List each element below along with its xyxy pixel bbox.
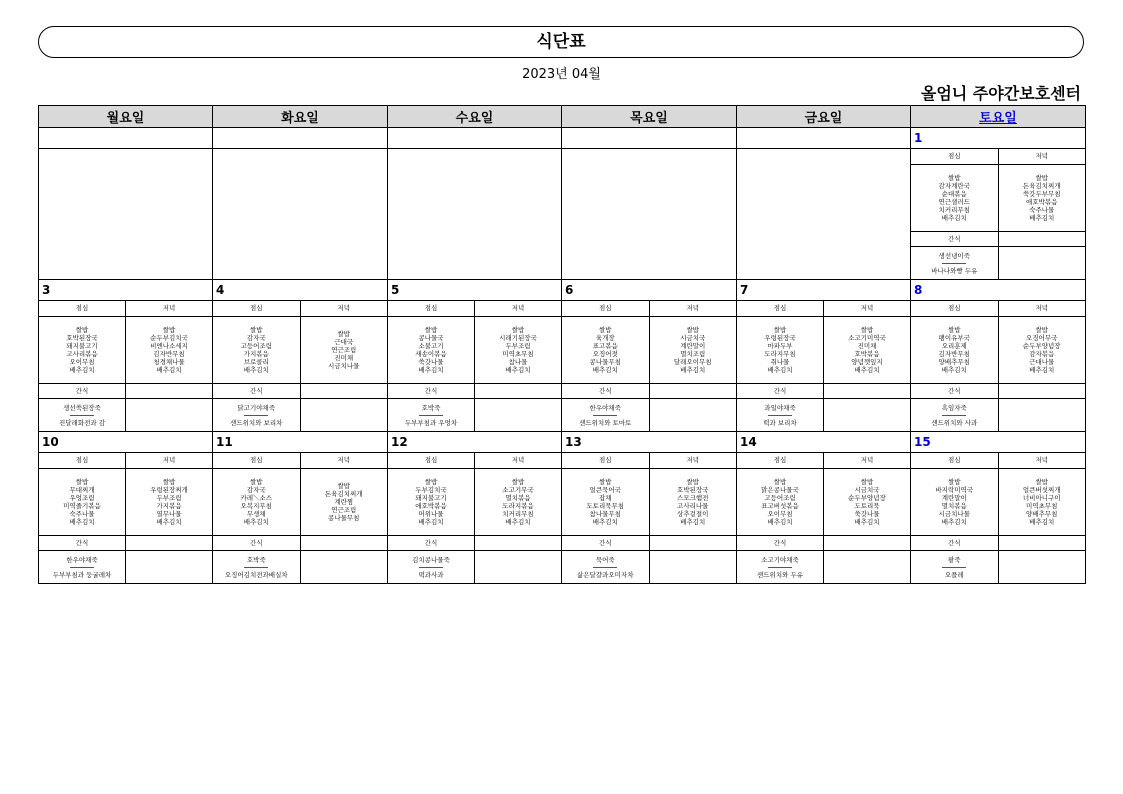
snack-row [39,398,212,431]
dinner-menu: 쌀밥 소고기무국 멸치볶음 도라지볶음 치커리무침 배추김치 [474,469,561,535]
meal-row [737,316,910,383]
snack-item: 닭고기야채죽 [237,403,276,412]
snack-menu [562,399,649,431]
dinner-label: 저녁 [998,301,1086,316]
day-date: 10 [42,435,59,449]
dinner-label: 저녁 [125,301,212,316]
meal-label-row [562,300,736,316]
lunch-label: 점심 [75,456,89,464]
day-cell [911,280,1086,432]
weekday-sat-link[interactable]: 토요일 [911,106,1086,128]
snack-label-row [388,535,561,550]
dinner-label: 저녁 [300,301,388,316]
lunch-label: 점심 [947,456,961,464]
meal-label-row [737,452,910,468]
snack-menu [213,551,300,583]
snack-divider [768,567,792,568]
snack-divider [419,415,443,416]
dinner-menu: 쌀밥 순두부김치국 비엔나소세지 김자반무침 청경채나물 배추김치 [125,317,212,383]
day-cell [911,128,1086,280]
lunch-menu: 쌀밥 무대찌개 우엉조림 미역줄기볶음 숙주나물 배추김치 [63,478,101,526]
dinner-label: 저녁 [649,301,737,316]
snack-item: 오징어김치전과배실차 [224,570,288,579]
lunch-label: 점심 [773,456,787,464]
lunch-label: 점심 [598,456,612,464]
weekday-tue: 화요일 [213,106,388,128]
dinner-menu: 쌀밥 얼큰버섯찌개 너비아니구이 미역초무침 양배추무침 배추김치 [998,469,1086,535]
snack-divider [70,567,94,568]
snack-label-row [213,383,387,398]
snack-label: 간식 [249,539,263,547]
meal-label-row [213,452,387,468]
meal-row [911,468,1085,535]
snack-label-row [562,535,736,550]
snack-label: 간식 [424,387,438,395]
lunch-menu: 쌀밥 바지락미역국 계란말이 멸치볶음 시금치나물 배추김치 [935,478,974,526]
snack-label: 간식 [598,387,612,395]
day-cell [562,280,737,432]
snack-item: 호박죽 [421,403,441,412]
snack-divider [244,567,268,568]
dinner-menu: 쌀밥 소고기미역국 진미채 호박볶음 양념깻잎지 배추김치 [823,317,910,383]
menu-title: 식단표 [38,26,1084,58]
day-date: 6 [565,283,574,297]
weekday-mon: 월요일 [39,106,213,128]
snack-label: 간식 [947,539,961,547]
dinner-menu: 쌀밥 우렁된장찌개 두부조림 가지볶음 열무나물 배추김치 [125,469,212,535]
snack-menu [737,551,823,583]
week-row-2 [39,280,1086,432]
snack-item: 샌드위치와 보리차 [230,418,283,427]
day-cell [737,280,911,432]
day-date: 3 [42,283,51,297]
snack-item: 두부부침과 우엉차 [404,418,458,427]
snack-divider [419,567,443,568]
day-cell [39,432,213,584]
meal-row [39,316,212,383]
lunch-label: 점심 [947,304,961,312]
lunch-label: 점심 [947,152,961,160]
lunch-label: 점심 [424,304,438,312]
week-row-3 [39,432,1086,584]
snack-item: 김치콩나물죽 [412,555,450,564]
dinner-menu: 쌀밥 시금치국 계란말이 멸치조림 달래오이무침 배추김치 [649,317,737,383]
lunch-menu: 쌀밥 호박된장국 돼지불고기 고사리볶음 오이무침 배추김치 [66,326,98,374]
snack-menu [562,551,649,583]
snack-menu [911,399,998,431]
dinner-label: 저녁 [823,301,910,316]
snack-item: 삶은달걀과오미자차 [576,570,634,579]
meal-label-row [213,300,387,316]
dinner-menu: 쌀밥 돈육김치찌개 계란찜 연근조림 콩나물무침 [300,469,388,535]
snack-label: 간식 [249,387,263,395]
snack-item: 샌드위치와 토마토 [579,418,632,427]
lunch-menu: 쌀밥 감자계란국 순대볶음 연근샐러드 치커리무침 배추김치 [938,174,970,222]
dinner-label: 저녁 [998,453,1086,468]
meal-label-row [562,452,736,468]
snack-item: 생선냉이죽 [938,251,970,260]
day-date: 7 [740,283,749,297]
snack-row [388,398,561,431]
snack-menu [911,247,998,279]
day-cell [388,280,562,432]
meal-row [911,316,1085,383]
snack-row [39,550,212,583]
dinner-menu: 쌀밥 돈육김치찌개 쑥갓두부무침 애호박볶음 숙주나물 배추김치 [998,165,1086,231]
snack-row [911,398,1085,431]
snack-divider [942,567,966,568]
snack-item: 과일야채죽 [764,403,796,412]
snack-label: 간식 [424,539,438,547]
empty-day-cell [39,128,213,280]
snack-item: 바나나와빵 두유 [931,266,978,275]
snack-item: 떡과 보리차 [763,418,797,427]
snack-label-row [737,383,910,398]
snack-item: 한우야채죽 [66,555,98,564]
snack-label-row [911,383,1085,398]
day-date: 15 [914,435,931,449]
snack-row [213,398,387,431]
snack-label-row [39,535,212,550]
snack-row [737,550,910,583]
snack-item: 생선쑥된장죽 [63,403,101,412]
snack-divider [942,415,966,416]
lunch-menu: 쌀밥 두부김치국 돼지불고기 애호박볶음 머위나물 배추김치 [415,478,447,526]
snack-label-row [911,231,1085,246]
snack-label: 간식 [773,539,787,547]
snack-item: 팥죽 [947,555,961,564]
snack-row [562,398,736,431]
lunch-menu: 쌀밥 콩나물국 소불고기 새송이볶음 쑥갓나물 배추김치 [415,326,447,374]
snack-item: 흑임자죽 [941,403,967,412]
snack-item: 호박죽 [246,555,266,564]
snack-row [737,398,910,431]
snack-row [388,550,561,583]
empty-day-cell [388,128,562,280]
meal-row [39,468,212,535]
snack-divider [70,415,94,416]
day-cell [737,432,911,584]
meal-row [388,316,561,383]
lunch-menu: 쌀밥 팽이유부국 오리훈제 김자반무침 양배추무침 배추김치 [938,326,970,374]
snack-divider [942,263,966,264]
meal-label-row [39,300,212,316]
meal-label-row [388,300,561,316]
meal-label-row [911,148,1085,164]
snack-item: 묵어죽 [595,555,615,564]
meal-label-row [39,452,212,468]
dinner-menu: 쌀밥 호박된장국 스모크햄전 고사리나물 상추겉절이 배추김치 [649,469,737,535]
day-date: 5 [391,283,400,297]
lunch-menu: 쌀밥 얼큰묵어국 잡채 도토리묵무침 참나물무침 배추김치 [586,478,625,526]
empty-day-cell [213,128,388,280]
weekday-fri: 금요일 [737,106,911,128]
snack-label-row [388,383,561,398]
meal-label-row [911,452,1085,468]
snack-menu [213,399,300,431]
lunch-menu: 쌀밥 육개장 표고볶음 오징어젓 콩나물무침 배추김치 [589,326,621,374]
empty-day-cell [737,128,911,280]
snack-menu [737,399,823,431]
day-date: 4 [216,283,225,297]
meal-row [737,468,910,535]
day-date: 13 [565,435,582,449]
day-cell [213,432,388,584]
snack-divider [593,567,617,568]
snack-label-row [213,535,387,550]
dinner-label: 저녁 [474,301,561,316]
meal-calendar [38,105,1086,584]
snack-label: 간식 [947,387,961,395]
snack-menu [39,551,125,583]
weekday-header-row [39,106,1086,128]
snack-item: 샌드위치와 사과 [931,418,978,427]
snack-menu [388,399,474,431]
day-cell [39,280,213,432]
day-date: 11 [216,435,233,449]
dinner-label: 저녁 [474,453,561,468]
lunch-menu: 쌀밥 우렁된장국 마파두부 도라지무침 취나물 배추김치 [764,326,796,374]
meal-row [562,316,736,383]
month-label: 2023년 04월 [522,67,601,82]
dinner-menu: 쌀밥 시금치국 순두부양념장 도토리묵 쑥갓나물 배추김치 [823,469,910,535]
week-row-1 [39,128,1086,280]
meal-row [213,468,387,535]
meal-row [388,468,561,535]
center-name: 올엄니 주야간보호센터 [920,84,1081,103]
day-date: 12 [391,435,408,449]
dinner-label: 저녁 [300,453,388,468]
day-cell [911,432,1086,584]
day-cell [562,432,737,584]
snack-label: 간식 [773,387,787,395]
snack-divider [768,415,792,416]
lunch-menu: 쌀밥 맑은콩나물국 고등어조림 표고버섯볶음 오이무침 배추김치 [761,478,799,526]
snack-label-row [39,383,212,398]
dinner-menu: 쌀밥 오징어무국 순두부양념장 감자볶음 근대나물 배추김치 [998,317,1086,383]
snack-menu [39,399,125,431]
dinner-label: 저녁 [998,149,1086,164]
meal-label-row [737,300,910,316]
snack-item: 한우야채죽 [589,403,621,412]
dinner-label: 저녁 [823,453,910,468]
snack-label-row [737,535,910,550]
lunch-label: 점심 [598,304,612,312]
snack-item: 떡과사과 [418,570,444,579]
dinner-label: 저녁 [649,453,737,468]
empty-day-cell [562,128,737,280]
dinner-menu: 쌀밥 시래기된장국 두부조림 미역초무침 참나물 배추김치 [474,317,561,383]
weekday-wed: 수요일 [388,106,562,128]
day-cell [213,280,388,432]
meal-row [213,316,387,383]
lunch-menu: 쌀밥 감자국 고등어조림 가지볶음 브로콜리 배추김치 [240,326,272,374]
snack-item: 두부부침과 둥굴레차 [52,570,112,579]
snack-item: 소고기야채죽 [761,555,799,564]
snack-label: 간식 [75,387,89,395]
lunch-menu: 쌀밥 감자국 카레＼소스 오복지무침 무생채 배추김치 [240,478,273,526]
snack-label: 간식 [75,539,89,547]
snack-label-row [911,535,1085,550]
snack-row [911,550,1085,583]
snack-label: 간식 [598,539,612,547]
meal-row [911,164,1085,231]
snack-label-row [562,383,736,398]
meal-label-row [388,452,561,468]
snack-row [562,550,736,583]
day-date: 1 [914,131,923,145]
lunch-label: 점심 [424,456,438,464]
snack-row [911,246,1085,279]
lunch-label: 점심 [75,304,89,312]
meal-row [562,468,736,535]
snack-divider [593,415,617,416]
day-cell [388,432,562,584]
day-date: 8 [914,283,923,297]
snack-divider [244,415,268,416]
dinner-menu: 쌀밥 근대국 연근조림 진미채 시금치나물 [300,317,388,383]
lunch-label: 점심 [773,304,787,312]
snack-menu [911,551,998,583]
meal-label-row [911,300,1085,316]
snack-item: 진달래화전과 감 [58,418,106,427]
snack-row [213,550,387,583]
snack-item: 오플레 [944,570,964,579]
snack-item: 샌드위치와 두유 [756,570,804,579]
weekday-thu: 목요일 [562,106,737,128]
snack-label: 간식 [947,235,961,243]
lunch-label: 점심 [249,304,263,312]
snack-menu [388,551,474,583]
day-date: 14 [740,435,757,449]
dinner-label: 저녁 [125,453,212,468]
lunch-label: 점심 [249,456,263,464]
